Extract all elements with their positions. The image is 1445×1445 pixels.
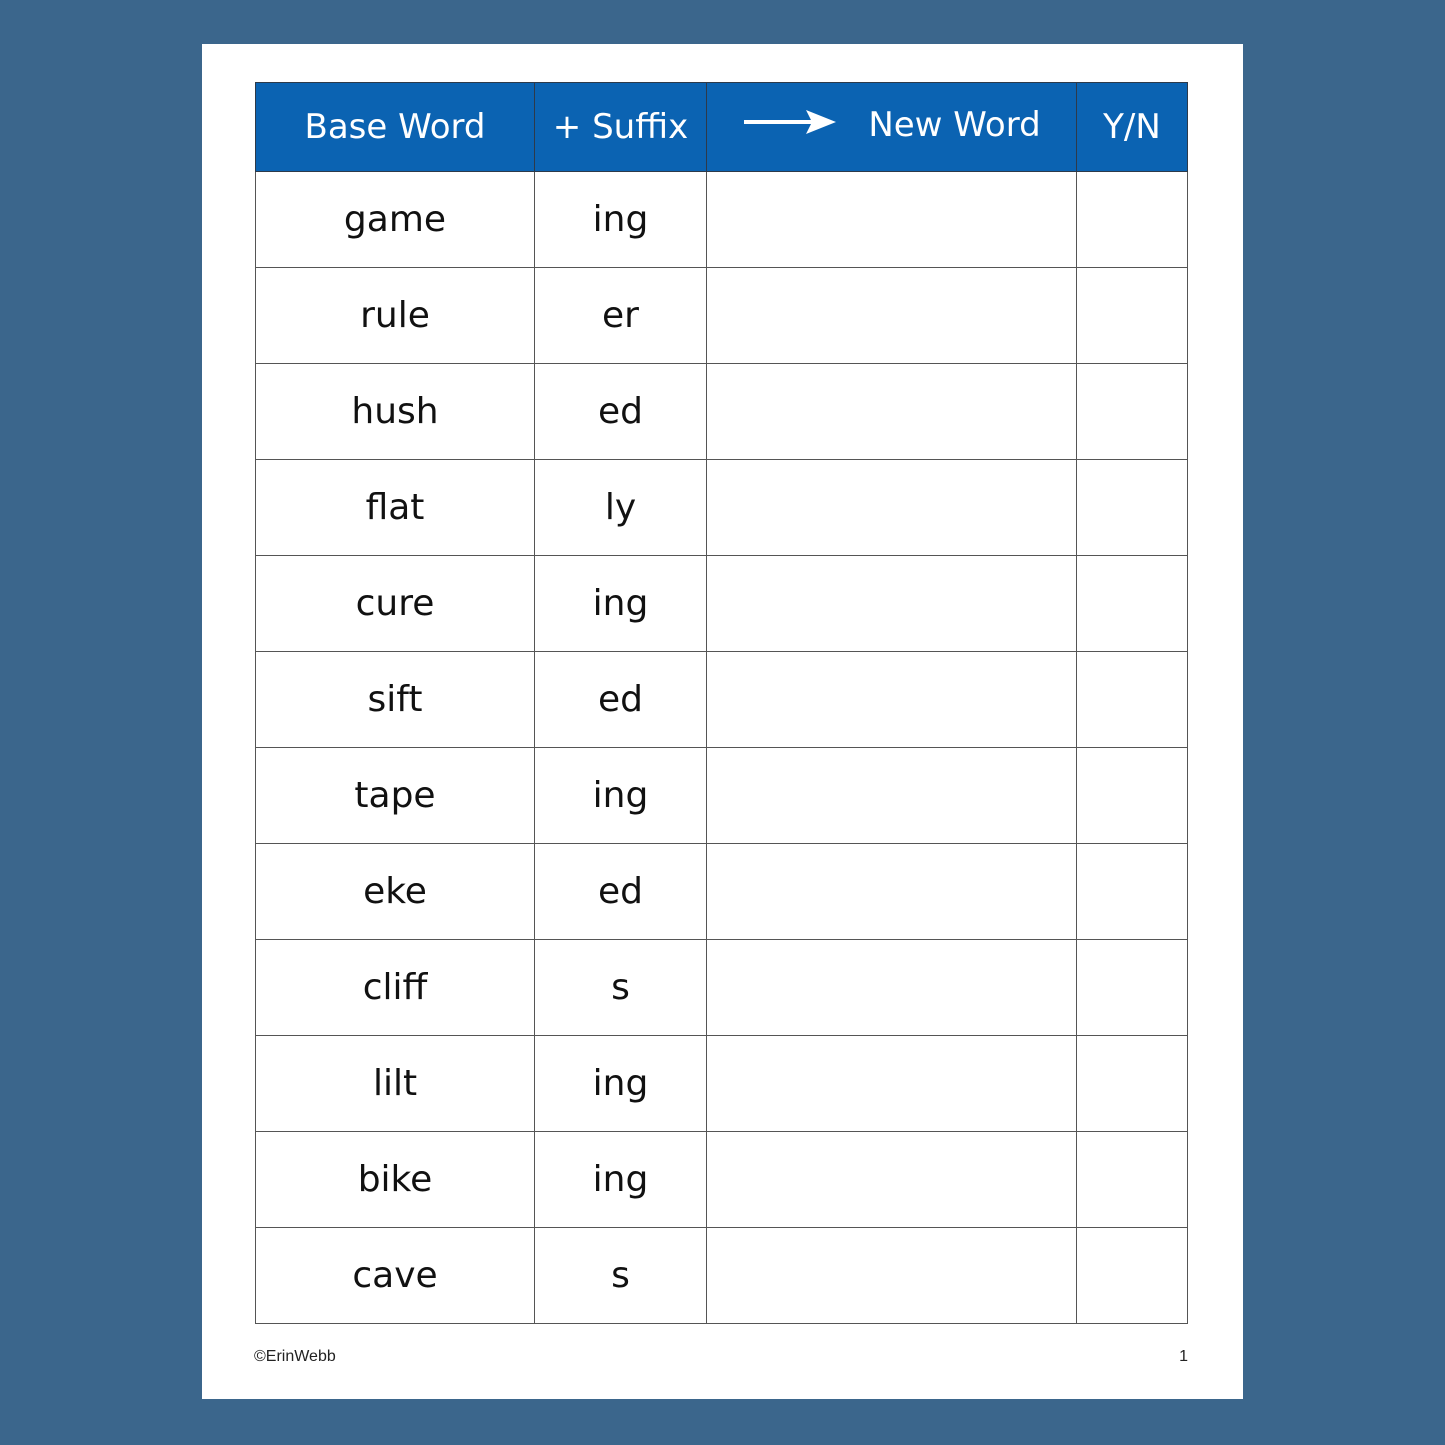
yn-answer-cell[interactable] [1077,748,1188,844]
yn-answer-cell[interactable] [1077,844,1188,940]
new-word-answer-cell[interactable] [707,748,1077,844]
table-row [256,556,1188,652]
suffix-cell: ed [535,844,707,940]
suffix-cell: ing [535,172,707,268]
suffix-cell: ed [535,364,707,460]
suffix-cell: ing [535,1132,707,1228]
suffix-cell: ing [535,1036,707,1132]
new-word-answer-cell[interactable] [707,1132,1077,1228]
table-row [256,172,1188,268]
table-row [256,1036,1188,1132]
new-word-answer-cell[interactable] [707,556,1077,652]
suffix-cell: ing [535,556,707,652]
suffix-header: + Suffix [535,83,707,172]
copyright-text: ©ErinWebb [254,1348,336,1365]
base-word-cell: cliff [256,940,535,1036]
new-word-answer-cell[interactable] [707,844,1077,940]
suffix-cell: ing [535,748,707,844]
right-arrow-icon [742,107,838,137]
page-number: 1 [1179,1348,1188,1365]
table-row [256,460,1188,556]
new-word-header-group [742,105,1040,145]
table-row [256,1132,1188,1228]
table-row [256,940,1188,1036]
base-word-header: Base Word [256,83,535,172]
base-word-cell: cure [256,556,535,652]
table-row [256,364,1188,460]
yn-answer-cell[interactable] [1077,1036,1188,1132]
new-word-answer-cell[interactable] [707,172,1077,268]
table-row [256,268,1188,364]
yn-answer-cell[interactable] [1077,1132,1188,1228]
yn-header: Y/N [1077,83,1188,172]
table-body [256,172,1188,1324]
base-word-cell: game [256,172,535,268]
base-word-cell: flat [256,460,535,556]
new-word-answer-cell[interactable] [707,1228,1077,1324]
suffix-cell: s [535,1228,707,1324]
yn-answer-cell[interactable] [1077,652,1188,748]
yn-answer-cell[interactable] [1077,268,1188,364]
base-word-cell: tape [256,748,535,844]
yn-answer-cell[interactable] [1077,460,1188,556]
yn-answer-cell[interactable] [1077,172,1188,268]
new-word-answer-cell[interactable] [707,1036,1077,1132]
base-word-cell: cave [256,1228,535,1324]
suffix-cell: ed [535,652,707,748]
base-word-cell: eke [256,844,535,940]
new-word-answer-cell[interactable] [707,364,1077,460]
suffix-cell: s [535,940,707,1036]
yn-answer-cell[interactable] [1077,1228,1188,1324]
suffix-cell: ly [535,460,707,556]
new-word-header-cell [707,83,1077,172]
yn-answer-cell[interactable] [1077,556,1188,652]
table-row [256,1228,1188,1324]
table-row [256,652,1188,748]
base-word-cell: rule [256,268,535,364]
yn-answer-cell[interactable] [1077,364,1188,460]
base-word-cell: sift [256,652,535,748]
base-word-cell: lilt [256,1036,535,1132]
new-word-answer-cell[interactable] [707,268,1077,364]
new-word-answer-cell[interactable] [707,940,1077,1036]
base-word-cell: hush [256,364,535,460]
suffix-cell: er [535,268,707,364]
base-word-cell: bike [256,1132,535,1228]
table-row [256,844,1188,940]
yn-answer-cell[interactable] [1077,940,1188,1036]
header-row [256,83,1188,172]
new-word-header: New Word [868,105,1041,145]
worksheet-page [202,44,1243,1399]
new-word-answer-cell[interactable] [707,652,1077,748]
suffix-table [255,82,1188,1324]
table-row [256,748,1188,844]
new-word-answer-cell[interactable] [707,460,1077,556]
